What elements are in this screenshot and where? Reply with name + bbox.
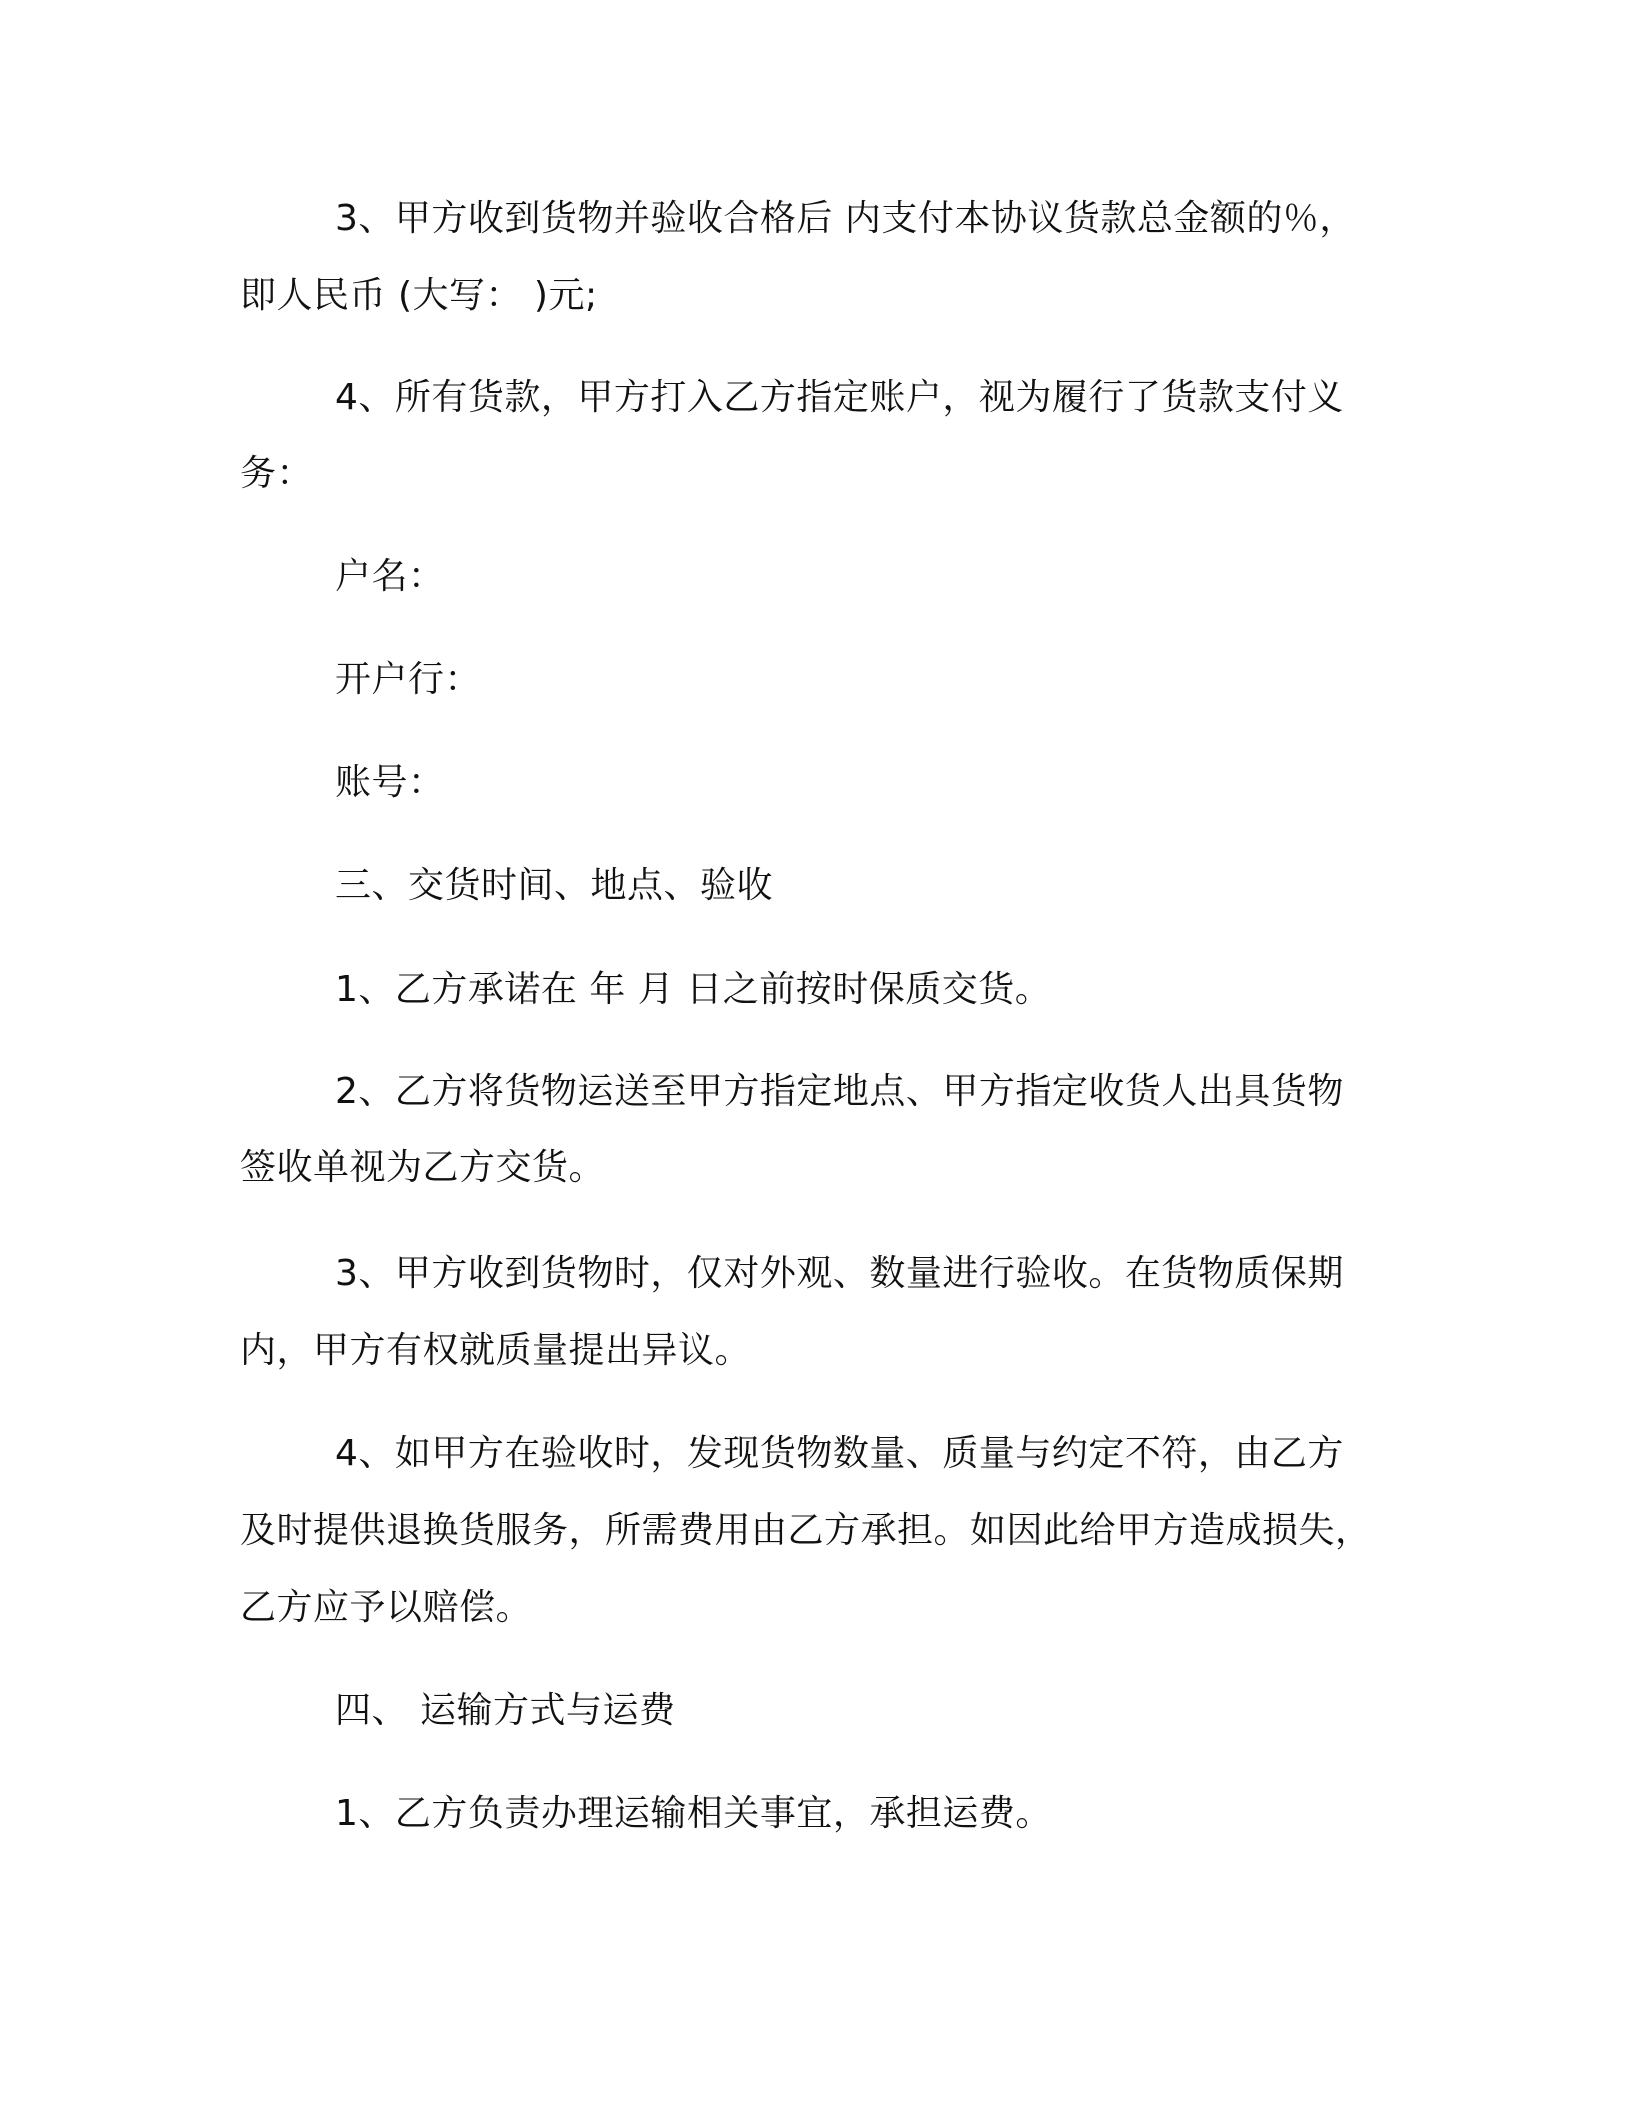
section-heading-transport: 四、 运输方式与运费 <box>335 1690 676 1731</box>
paragraph-delivery-2-line-1: 2、乙方将货物运送至甲方指定地点、甲方指定收货人出具货物 <box>335 1071 1344 1112</box>
paragraph-delivery-4-line-2: 及时提供退换货服务，所需费用由乙方承担。如因此给甲方造成损失， <box>240 1510 1372 1551</box>
paragraph-delivery-4-line-1: 4、如甲方在验收时，发现货物数量、质量与约定不符，由乙方 <box>335 1433 1344 1474</box>
paragraph-delivery-4-line-3: 乙方应予以赔偿。 <box>240 1587 533 1628</box>
paragraph-delivery-2-line-2: 签收单视为乙方交货。 <box>240 1147 606 1188</box>
paragraph-delivery-1: 1、乙方承诺在 年 月 日之前按时保质交货。 <box>335 969 1052 1010</box>
paragraph-payment-3-line-2: 即人民币 (大写： )元; <box>240 275 598 316</box>
section-heading-delivery: 三、交货时间、地点、验收 <box>335 865 774 906</box>
account-number-label: 账号： <box>335 762 445 803</box>
paragraph-delivery-3-line-2: 内，甲方有权就质量提出异议。 <box>240 1330 752 1371</box>
bank-label: 开户行： <box>335 659 482 700</box>
paragraph-delivery-3-line-1: 3、甲方收到货物时，仅对外观、数量进行验收。在货物质保期 <box>335 1253 1344 1294</box>
account-name-label: 户名： <box>335 556 445 597</box>
paragraph-transport-1: 1、乙方负责办理运输相关事宜，承担运费。 <box>335 1793 1052 1834</box>
paragraph-payment-4-line-2: 务： <box>240 453 314 494</box>
paragraph-payment-3-line-1: 3、甲方收到货物并验收合格后 内支付本协议货款总金额的％， <box>335 198 1356 239</box>
paragraph-payment-4-line-1: 4、所有货款，甲方打入乙方指定账户，视为履行了货款支付义 <box>335 377 1344 418</box>
